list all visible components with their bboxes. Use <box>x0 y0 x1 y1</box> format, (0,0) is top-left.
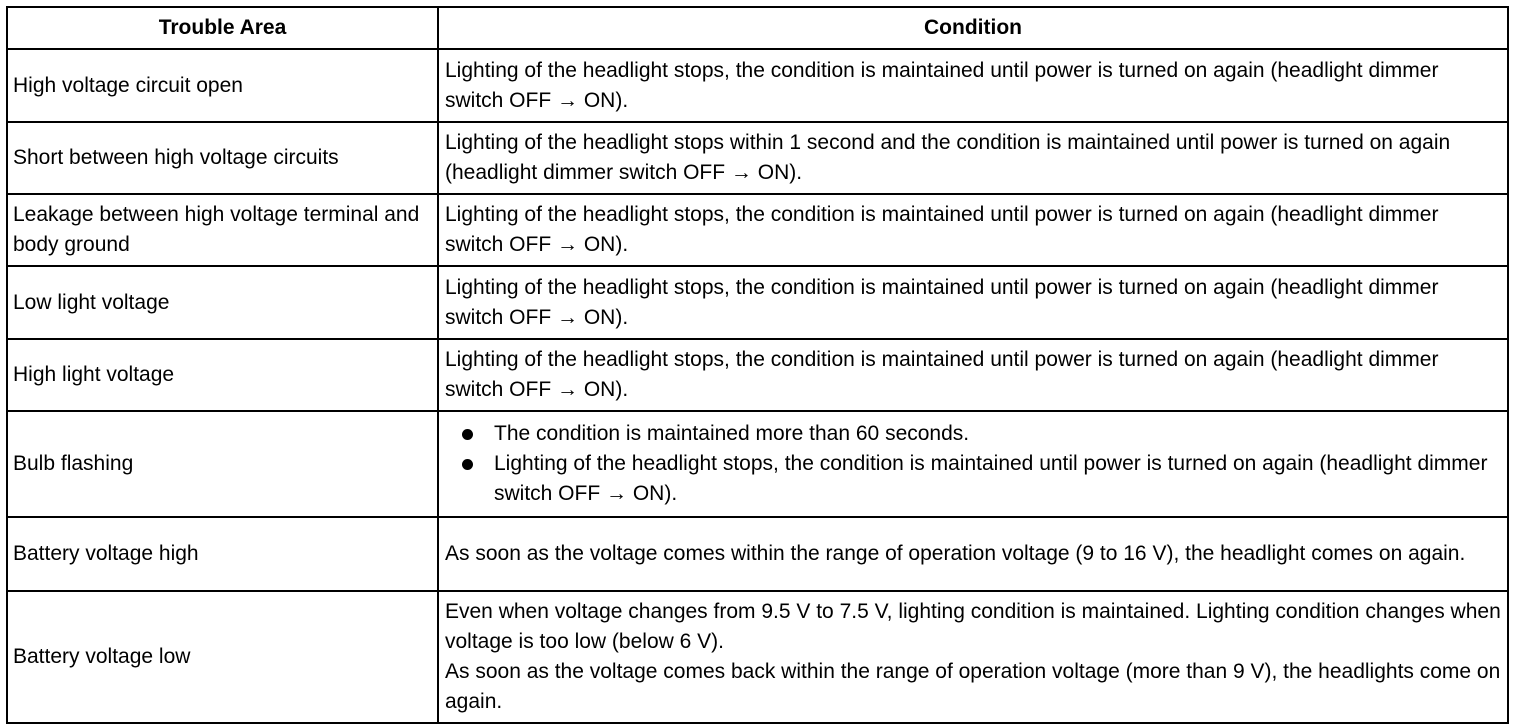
condition-cell <box>438 591 1508 723</box>
table-row <box>7 122 1508 194</box>
trouble-area-cell: Short between high voltage circuits <box>7 122 438 194</box>
condition-cell <box>438 339 1508 411</box>
condition-cell <box>438 266 1508 339</box>
table-row <box>7 591 1508 723</box>
trouble-area-cell: Battery voltage low <box>7 591 438 723</box>
list-item: The condition is maintained more than 60 seconds. <box>445 419 1501 449</box>
header-trouble-area: Trouble Area <box>7 7 438 49</box>
condition-cell <box>438 411 1508 517</box>
condition-cell <box>438 517 1508 591</box>
header-condition: Condition <box>438 7 1508 49</box>
condition-text: Lighting of the headlight stops, the condition is maintained until power is turned on again (headlight dimmer switch OFF → ON). <box>445 203 1439 256</box>
condition-text: Lighting of the headlight stops within 1 second and the condition is maintained until power is turned on again (headlight dimmer switch OFF → ON). <box>445 131 1451 184</box>
condition-cell <box>438 122 1508 194</box>
table-row <box>7 517 1508 591</box>
condition-text: As soon as the voltage comes within the range of operation voltage (9 to 16 V), the headlight comes on again. <box>445 542 1466 565</box>
list-item: Lighting of the headlight stops, the condition is maintained until power is turned on again (headlight dimmer switch OFF → ON). <box>445 449 1501 509</box>
trouble-condition-table <box>6 6 1509 724</box>
trouble-area-cell: Bulb flashing <box>7 411 438 517</box>
table-row <box>7 411 1508 517</box>
trouble-area-cell: High light voltage <box>7 339 438 411</box>
condition-cell <box>438 194 1508 266</box>
trouble-area-cell: Leakage between high voltage terminal and body ground <box>7 194 438 266</box>
table-row <box>7 49 1508 122</box>
condition-text: As soon as the voltage comes back within the range of operation voltage (more than 9 V), the headlights come on again. <box>445 660 1501 713</box>
condition-text: Lighting of the headlight stops, the condition is maintained until power is turned on again (headlight dimmer switch OFF → ON). <box>445 58 1439 112</box>
condition-bullet-list <box>445 419 1501 509</box>
table-header-row <box>7 7 1508 49</box>
trouble-area-cell: Battery voltage high <box>7 517 438 591</box>
condition-text: Even when voltage changes from 9.5 V to 7.5 V, lighting condition is maintained. Lighting condition changes when voltage is too low (below 6 V). <box>445 600 1501 653</box>
table-row <box>7 339 1508 411</box>
table-row <box>7 194 1508 266</box>
trouble-area-cell: Low light voltage <box>7 266 438 339</box>
trouble-area-cell: High voltage circuit open <box>7 49 438 122</box>
table-row <box>7 266 1508 339</box>
condition-text: Lighting of the headlight stops, the condition is maintained until power is turned on again (headlight dimmer switch OFF → ON). <box>445 348 1439 401</box>
condition-cell <box>438 49 1508 122</box>
condition-text: Lighting of the headlight stops, the condition is maintained until power is turned on again (headlight dimmer switch OFF → ON). <box>445 275 1439 329</box>
